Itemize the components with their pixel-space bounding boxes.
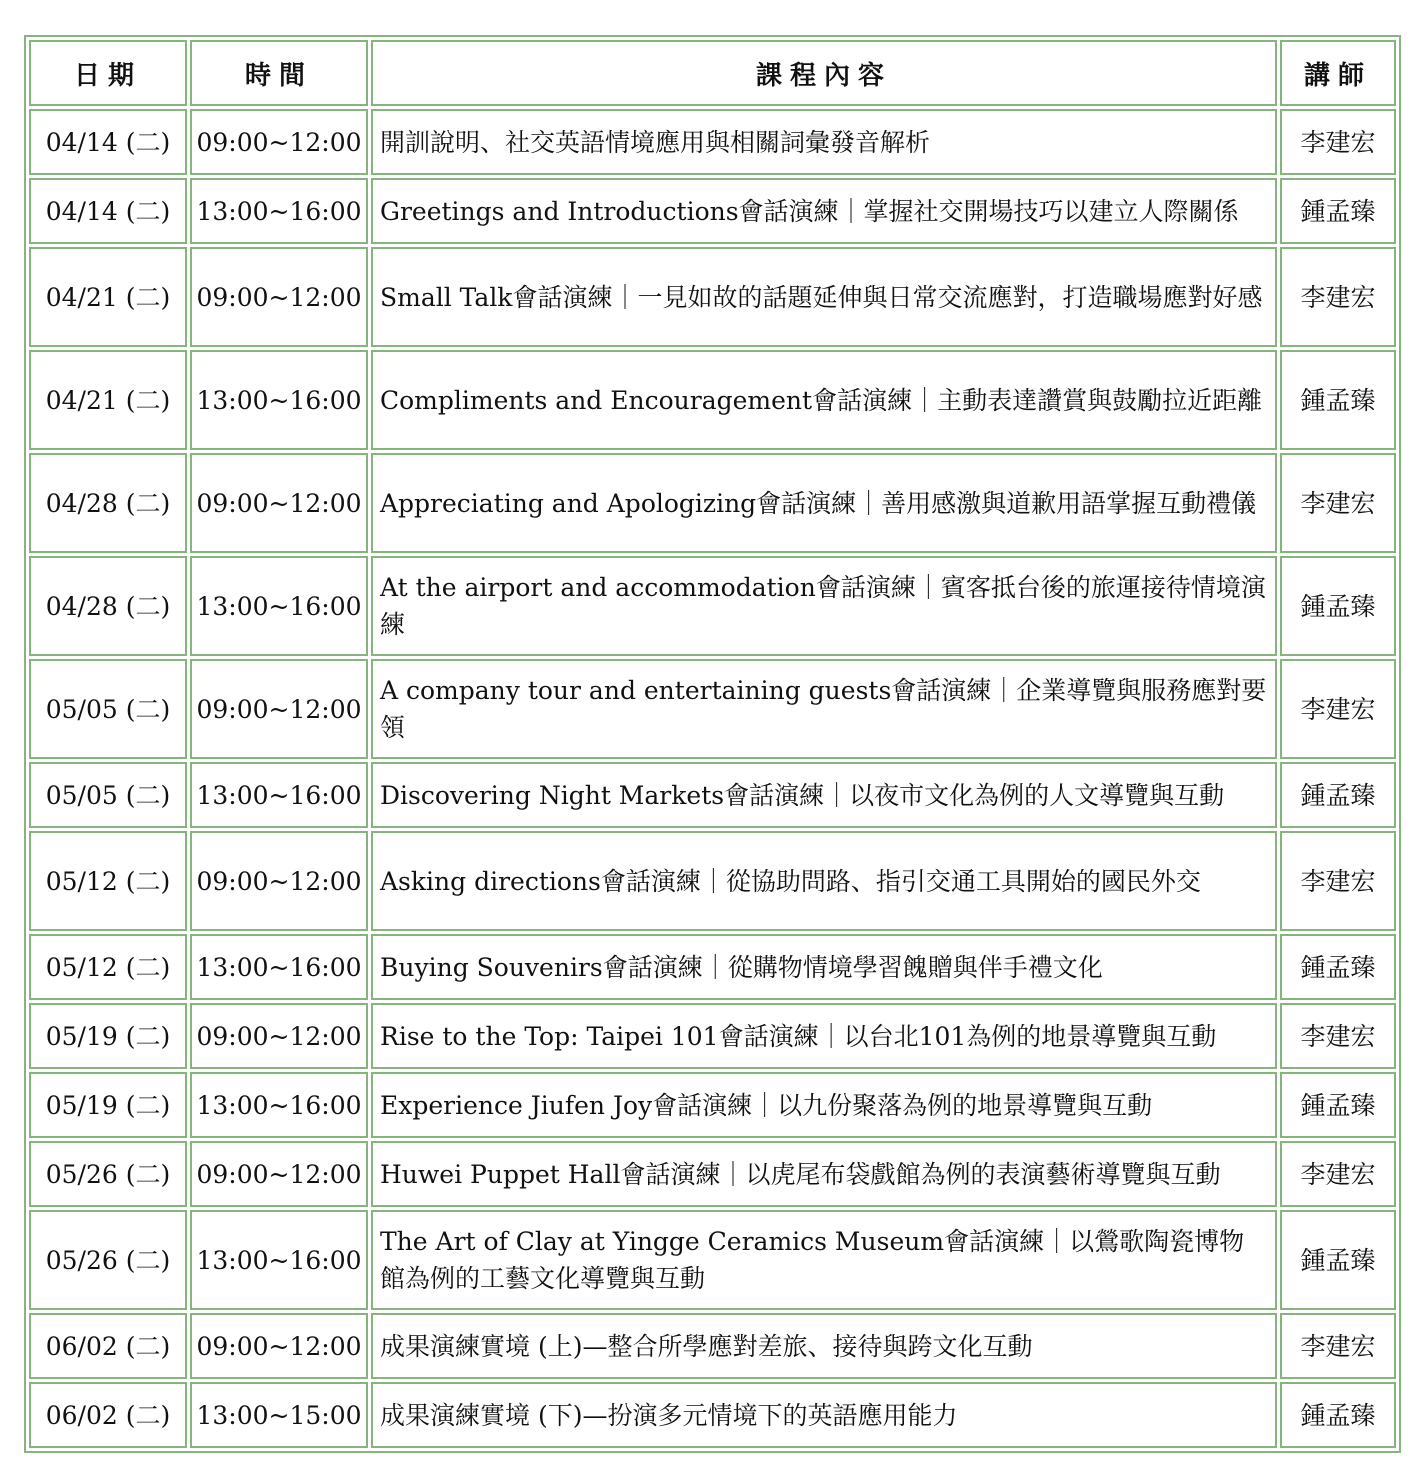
table-row — [29, 1313, 1396, 1379]
time-cell: 09:00~12:00 — [190, 1313, 368, 1379]
teacher-cell: 李建宏 — [1280, 831, 1396, 931]
time-cell: 13:00~15:00 — [190, 1382, 368, 1448]
time-cell: 09:00~12:00 — [190, 659, 368, 759]
table-row — [29, 1141, 1396, 1207]
teacher-cell: 李建宏 — [1280, 247, 1396, 347]
teacher-cell: 李建宏 — [1280, 659, 1396, 759]
time-cell: 13:00~16:00 — [190, 762, 368, 828]
content-cell: 成果演練實境 (下)—扮演多元情境下的英語應用能力 — [371, 1382, 1277, 1448]
date-cell: 05/19 (二) — [29, 1072, 187, 1138]
teacher-cell: 李建宏 — [1280, 109, 1396, 175]
date-cell: 04/14 (二) — [29, 109, 187, 175]
time-cell: 13:00~16:00 — [190, 1072, 368, 1138]
date-cell: 06/02 (二) — [29, 1382, 187, 1448]
time-cell: 13:00~16:00 — [190, 178, 368, 244]
time-cell: 09:00~12:00 — [190, 831, 368, 931]
table-row — [29, 178, 1396, 244]
date-cell: 05/26 (二) — [29, 1141, 187, 1207]
content-cell: Compliments and Encouragement會話演練｜主動表達讚賞與鼓勵拉近距離 — [371, 350, 1277, 450]
teacher-cell: 鍾孟臻 — [1280, 1210, 1396, 1310]
table-row — [29, 659, 1396, 759]
schedule-container — [24, 35, 1390, 1453]
time-cell: 09:00~12:00 — [190, 453, 368, 553]
teacher-cell: 鍾孟臻 — [1280, 1382, 1396, 1448]
date-cell: 04/14 (二) — [29, 178, 187, 244]
date-cell: 05/05 (二) — [29, 659, 187, 759]
time-cell: 09:00~12:00 — [190, 1141, 368, 1207]
header-content: 課程內容 — [371, 40, 1277, 106]
content-cell: 開訓說明、社交英語情境應用與相關詞彙發音解析 — [371, 109, 1277, 175]
content-cell: Small Talk會話演練｜一見如故的話題延伸與日常交流應對，打造職場應對好感 — [371, 247, 1277, 347]
teacher-cell: 李建宏 — [1280, 1003, 1396, 1069]
teacher-cell: 李建宏 — [1280, 1313, 1396, 1379]
header-row — [29, 40, 1396, 106]
content-cell: Rise to the Top: Taipei 101會話演練｜以台北101為例的地景導覽與互動 — [371, 1003, 1277, 1069]
table-row — [29, 556, 1396, 656]
date-cell: 04/21 (二) — [29, 350, 187, 450]
date-cell: 04/28 (二) — [29, 556, 187, 656]
date-cell: 06/02 (二) — [29, 1313, 187, 1379]
content-cell: Greetings and Introductions會話演練｜掌握社交開場技巧以建立人際關係 — [371, 178, 1277, 244]
content-cell: Experience Jiufen Joy會話演練｜以九份聚落為例的地景導覽與互動 — [371, 1072, 1277, 1138]
header-time: 時間 — [190, 40, 368, 106]
table-row — [29, 1003, 1396, 1069]
course-schedule-table — [24, 35, 1401, 1453]
header-date: 日期 — [29, 40, 187, 106]
content-cell: Discovering Night Markets會話演練｜以夜市文化為例的人文導覽與互動 — [371, 762, 1277, 828]
time-cell: 13:00~16:00 — [190, 934, 368, 1000]
teacher-cell: 鍾孟臻 — [1280, 178, 1396, 244]
teacher-cell: 鍾孟臻 — [1280, 556, 1396, 656]
header-teacher: 講師 — [1280, 40, 1396, 106]
teacher-cell: 李建宏 — [1280, 1141, 1396, 1207]
table-row — [29, 831, 1396, 931]
date-cell: 05/12 (二) — [29, 831, 187, 931]
content-cell: 成果演練實境 (上)—整合所學應對差旅、接待與跨文化互動 — [371, 1313, 1277, 1379]
content-cell: At the airport and accommodation會話演練｜賓客抵台後的旅運接待情境演練 — [371, 556, 1277, 656]
date-cell: 04/28 (二) — [29, 453, 187, 553]
time-cell: 09:00~12:00 — [190, 1003, 368, 1069]
teacher-cell: 李建宏 — [1280, 453, 1396, 553]
teacher-cell: 鍾孟臻 — [1280, 350, 1396, 450]
time-cell: 09:00~12:00 — [190, 247, 368, 347]
table-row — [29, 1382, 1396, 1448]
content-cell: Buying Souvenirs會話演練｜從購物情境學習餽贈與伴手禮文化 — [371, 934, 1277, 1000]
teacher-cell: 鍾孟臻 — [1280, 934, 1396, 1000]
teacher-cell: 鍾孟臻 — [1280, 1072, 1396, 1138]
date-cell: 05/12 (二) — [29, 934, 187, 1000]
content-cell: A company tour and entertaining guests會話演練｜企業導覽與服務應對要領 — [371, 659, 1277, 759]
time-cell: 13:00~16:00 — [190, 556, 368, 656]
date-cell: 05/05 (二) — [29, 762, 187, 828]
table-row — [29, 1072, 1396, 1138]
content-cell: Asking directions會話演練｜從協助問路、指引交通工具開始的國民外交 — [371, 831, 1277, 931]
content-cell: The Art of Clay at Yingge Ceramics Museum會話演練｜以鶯歌陶瓷博物館為例的工藝文化導覽與互動 — [371, 1210, 1277, 1310]
table-row — [29, 934, 1396, 1000]
date-cell: 05/19 (二) — [29, 1003, 187, 1069]
table-row — [29, 109, 1396, 175]
table-row — [29, 350, 1396, 450]
teacher-cell: 鍾孟臻 — [1280, 762, 1396, 828]
table-row — [29, 1210, 1396, 1310]
table-row — [29, 762, 1396, 828]
date-cell: 05/26 (二) — [29, 1210, 187, 1310]
table-row — [29, 247, 1396, 347]
content-cell: Appreciating and Apologizing會話演練｜善用感激與道歉用語掌握互動禮儀 — [371, 453, 1277, 553]
date-cell: 04/21 (二) — [29, 247, 187, 347]
content-cell: Huwei Puppet Hall會話演練｜以虎尾布袋戲館為例的表演藝術導覽與互動 — [371, 1141, 1277, 1207]
time-cell: 09:00~12:00 — [190, 109, 368, 175]
time-cell: 13:00~16:00 — [190, 350, 368, 450]
table-row — [29, 453, 1396, 553]
time-cell: 13:00~16:00 — [190, 1210, 368, 1310]
